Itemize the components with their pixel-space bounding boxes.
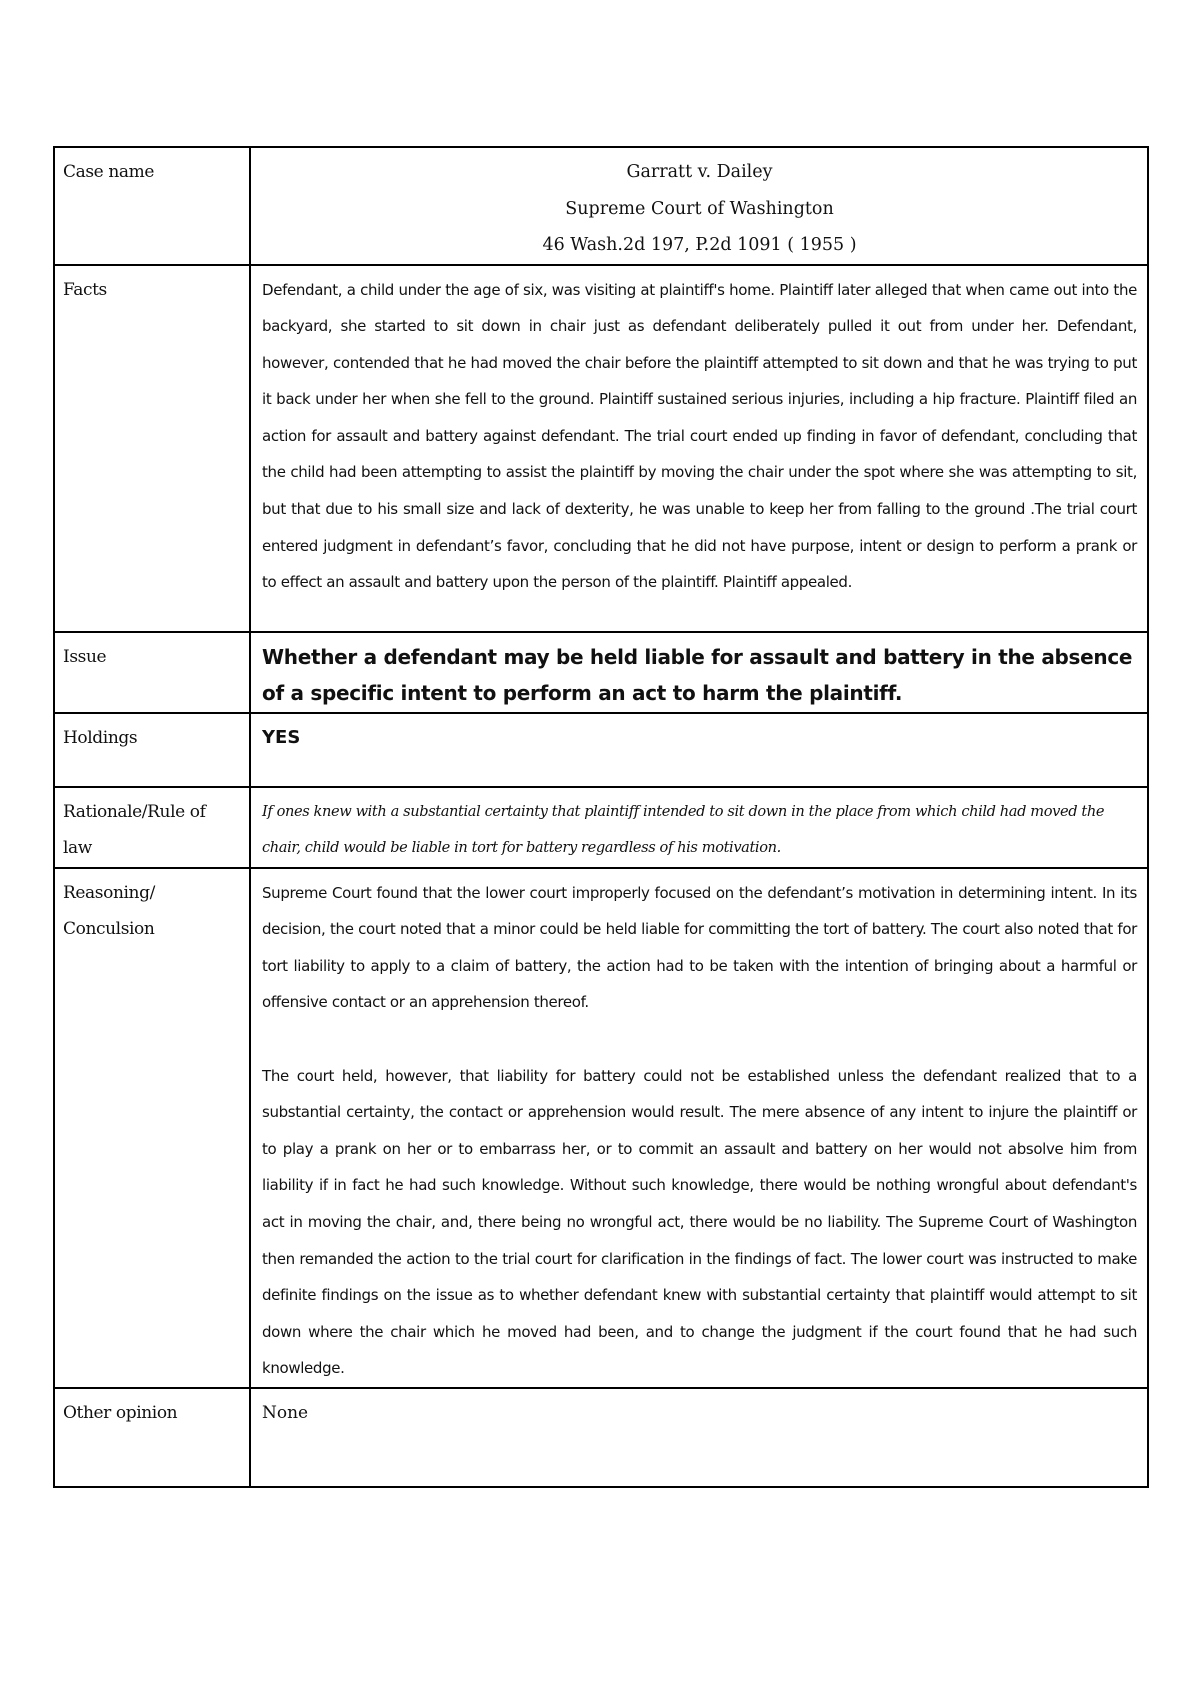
row-rationale xyxy=(54,787,1148,868)
case-court: Supreme Court of Washington xyxy=(565,198,834,219)
row-facts xyxy=(54,265,1148,632)
reasoning-paragraph-2: The court held, however, that liability for battery could not be established unless the defendant realized that to a substantial certainty, the contact or apprehension would result. The mere absence of any intent to injure the plaintiff or to play a prank on her or to embarrass her, or to commit an assault and battery on her would not absolve him from liability if in fact he had such knowledge. Without such knowledge, there would be nothing wrongful about defendant's act in moving the chair, and, there being no wrongful act, there would be no liability. The Supreme Court of Washington then remanded the action to the trial court for clarification in the findings of fact. The lower court was instructed to make definite findings on the issue as to whether defendant knew with substantial certainty that plaintiff would attempt to sit down where the chair which he moved had been, and to change the judgment if the court found that he had such knowledge. xyxy=(262,1066,1137,1378)
label-issue: Issue xyxy=(54,632,250,713)
case-name-cell xyxy=(250,147,1148,265)
paragraph-gap xyxy=(262,1021,1137,1058)
case-citation: 46 Wash.2d 197, P.2d 1091 ( 1955 ) xyxy=(542,235,857,255)
label-rationale-line2: law xyxy=(63,838,92,858)
label-holdings: Holdings xyxy=(54,713,250,787)
label-facts: Facts xyxy=(54,265,250,632)
reasoning-paragraph-1: Supreme Court found that the lower court improperly focused on the defendant’s motivation in determining intent. In its decision, the court noted that a minor could be held liable for committing the tort of battery. The court also noted that for tort liability to apply to a claim of battery, the action had to be taken with the intention of bringing about a harmful or offensive contact or an apprehension thereof. xyxy=(262,883,1137,1012)
row-issue xyxy=(54,632,1148,713)
label-reasoning-line1: Reasoning/ xyxy=(63,882,155,903)
case-brief-table xyxy=(53,146,1149,1488)
label-reasoning xyxy=(54,868,250,1388)
facts-text: Defendant, a child under the age of six, was visiting at plaintiff's home. Plaintiff later alleged that when came out into the backyard, she started to sit down in chair just as defendant deliberately pulled it out from under her. Defendant, however, contended that he had moved the chair before the plaintiff attempted to sit down and that he was trying to put it back under her when she fell to the ground. Plaintiff sustained serious injuries, including a hip fracture. Plaintiff filed an action for assault and battery against defendant. The trial court ended up finding in favor of defendant, concluding that the child had been attempting to assist the plaintiff by moving the chair under the spot where she was attempting to sit, but that due to his small size and lack of dexterity, he was unable to keep her from falling to the ground .The trial court entered judgment in defendant’s favor, concluding that he did not have purpose, intent or design to perform a prank or to effect an assault and battery upon the person of the plaintiff. Plaintiff appealed. xyxy=(250,265,1148,632)
label-case-name: Case name xyxy=(54,147,250,265)
row-reasoning xyxy=(54,868,1148,1388)
row-holdings xyxy=(54,713,1148,787)
rationale-text: If ones knew with a substantial certainty that plaintiff intended to sit down in the place from which child had moved the chair, child would be liable in tort for battery regardless of his motivation. xyxy=(250,787,1148,868)
row-other-opinion xyxy=(54,1388,1148,1487)
row-case-name xyxy=(54,147,1148,265)
issue-text: Whether a defendant may be held liable for assault and battery in the absence of a specific intent to perform an act to harm the plaintiff. xyxy=(250,632,1148,713)
label-other-opinion: Other opinion xyxy=(54,1388,250,1487)
label-rationale-line1: Rationale/Rule of xyxy=(63,801,206,822)
holdings-text: YES xyxy=(250,713,1148,787)
reasoning-cell xyxy=(250,868,1148,1388)
other-opinion-text: None xyxy=(250,1388,1148,1487)
label-rationale xyxy=(54,787,250,868)
case-title: Garratt v. Dailey xyxy=(626,162,773,182)
label-reasoning-line2: Conculsion xyxy=(63,919,155,940)
